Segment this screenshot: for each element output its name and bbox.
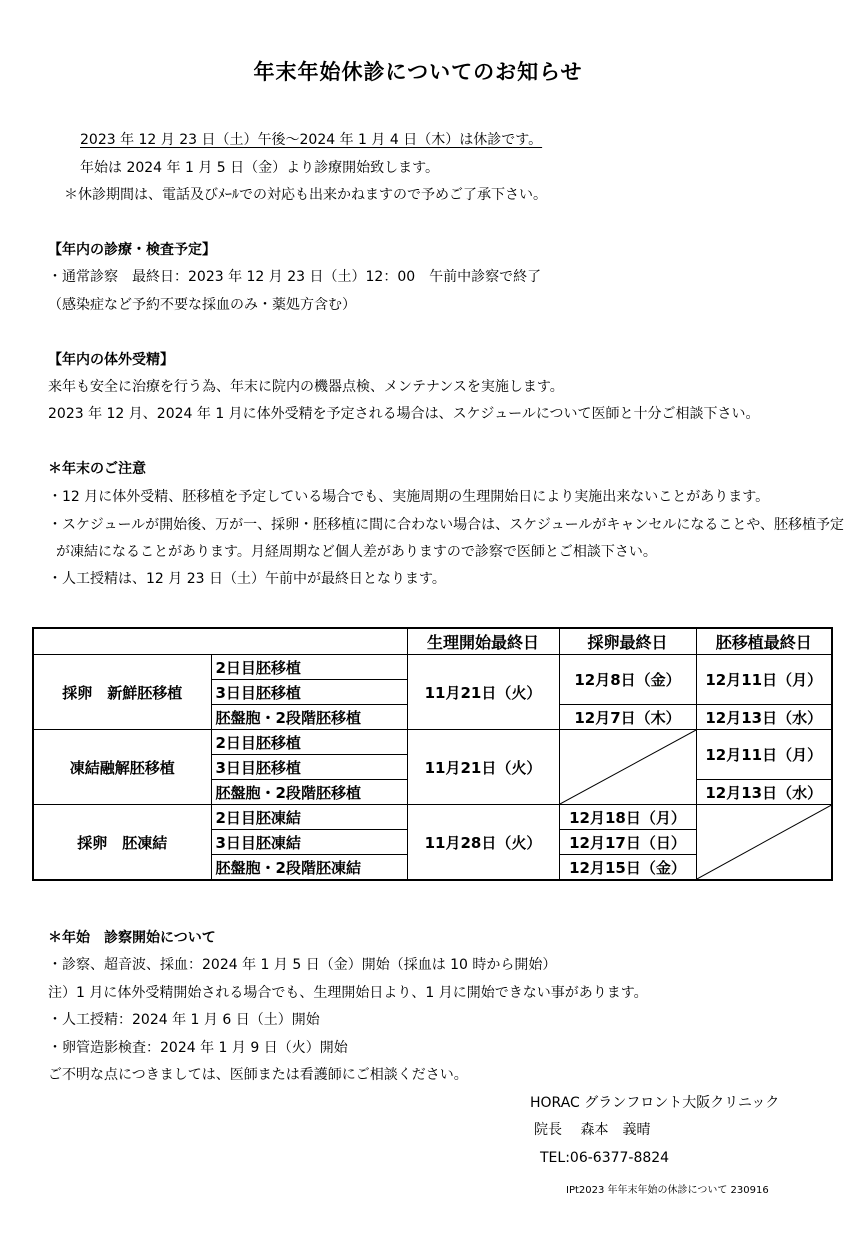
- period-start-value: 11月21日（火）: [407, 655, 559, 730]
- retrieval-value: 12月18日（月）: [559, 805, 696, 830]
- last-consultation-line: ・通常診察 最終日：2023 年 12 月 23 日（土）12：00 午前中診察で終了: [48, 269, 542, 285]
- transfer-value: 12月13日（水）: [696, 705, 832, 730]
- table-row: [33, 805, 832, 830]
- group-label-fresh: 採卵 新鮮胚移植: [33, 655, 211, 730]
- maintenance-line: 来年も安全に治療を行う為、年末に院内の機器点検、メンテナンスを実施します。: [48, 379, 564, 395]
- page-title: 年末年始休診についてのお知らせ: [253, 60, 583, 84]
- reopen-notice: 年始は 2024 年 1 月 5 日（金）より診療開始致します。: [80, 160, 440, 176]
- caution-line-4: ・人工授精は、12 月 23 日（土）午前中が最終日となります。: [48, 571, 446, 587]
- caution-line-3: が凍結になることがあります。月経周期など個人差がありますので診察で医師とご相談下さい。: [56, 544, 657, 560]
- transfer-value: 12月11日（月）: [696, 655, 832, 705]
- transfer-value: 12月13日（水）: [696, 780, 832, 805]
- header-transfer: 胚移植最終日: [696, 628, 832, 655]
- retrieval-value: 12月15日（金）: [559, 855, 696, 881]
- row-label: 2日目胚移植: [211, 655, 407, 680]
- row-label: 3日目胚移植: [211, 680, 407, 705]
- group-label-frozen-thawed: 凍結融解胚移植: [33, 730, 211, 805]
- row-label: 3日目胚凍結: [211, 830, 407, 855]
- not-applicable-cell: [559, 730, 696, 805]
- retrieval-value: 12月8日（金）: [559, 655, 696, 705]
- retrieval-value: 12月17日（日）: [559, 830, 696, 855]
- inquiry-line: ご不明な点につきましては、医師または看護師にご相談ください。: [48, 1067, 468, 1083]
- row-label: 2日目胚移植: [211, 730, 407, 755]
- header-period-start: 生理開始最終日: [407, 628, 559, 655]
- new-year-line-2: 注）1 月に体外受精開始される場合でも、生理開始日より、1 月に開始できない事があります。: [48, 985, 648, 1001]
- row-label: 胚盤胞・2段階胚移植: [211, 780, 407, 805]
- period-start-value: 11月28日（火）: [407, 805, 559, 881]
- not-applicable-cell: [696, 805, 832, 881]
- schedule-table: [32, 627, 833, 881]
- row-label: 胚盤胞・2段階胚凍結: [211, 855, 407, 881]
- new-year-line-3: ・人工授精：2024 年 1 月 6 日（土）開始: [48, 1012, 320, 1028]
- row-label: 2日目胚凍結: [211, 805, 407, 830]
- transfer-value: 12月11日（月）: [696, 730, 832, 780]
- row-label: 3日目胚移植: [211, 755, 407, 780]
- section-heading-cautions: ＊年末のご注意: [48, 461, 146, 477]
- table-row: [33, 730, 832, 755]
- caution-line-2: ・スケジュールが開始後、万が一、採卵・胚移植に間に合わない場合は、スケジュールがキャンセルになることや、胚移植予定: [48, 517, 845, 533]
- consultation-note: （感染症など予約不要な採血のみ・薬処方含む）: [48, 297, 356, 313]
- table-header-blank: [33, 628, 407, 655]
- closure-notice: 2023 年 12 月 23 日（土）午後～2024 年 1 月 4 日（木）は休診です。: [80, 132, 543, 148]
- caution-line-1: ・12 月に体外受精、胚移植を予定している場合でも、実施周期の生理開始日により実施出来ないことがあります。: [48, 489, 770, 505]
- retrieval-value: 12月7日（木）: [559, 705, 696, 730]
- group-label-freeze: 採卵 胚凍結: [33, 805, 211, 881]
- new-year-line-1: ・診察、超音波、採血：2024 年 1 月 5 日（金）開始（採血は 10 時から開始）: [48, 957, 557, 973]
- section-heading-year-end-clinic: 【年内の診療・検査予定】: [48, 242, 216, 258]
- ivf-consult-line: 2023 年 12 月、2024 年 1 月に体外受精を予定される場合は、スケジュールについて医師と十分ご相談下さい。: [48, 406, 760, 422]
- clinic-name: HORAC グランフロント大阪クリニック: [530, 1095, 780, 1111]
- row-label: 胚盤胞・2段階胚移植: [211, 705, 407, 730]
- contact-note: ＊休診期間は、電話及びﾒｰﾙでの対応も出来かねますので予めご了承下さい。: [64, 187, 547, 203]
- header-retrieval: 採卵最終日: [559, 628, 696, 655]
- diagonal-line: [560, 730, 696, 804]
- new-year-line-4: ・卵管造影検査：2024 年 1 月 9 日（火）開始: [48, 1040, 348, 1056]
- diagonal-line: [697, 805, 832, 879]
- director-name: 院長 森本 義晴: [534, 1122, 651, 1138]
- clinic-phone: TEL:06-6377-8824: [540, 1150, 670, 1166]
- table-header-row: [33, 628, 832, 655]
- section-heading-new-year: ＊年始 診察開始について: [48, 930, 216, 946]
- period-start-value: 11月21日（火）: [407, 730, 559, 805]
- table-row: [33, 655, 832, 680]
- document-id: IPt2023 年年末年始の休診について 230916: [566, 1185, 769, 1196]
- section-heading-ivf: 【年内の体外受精】: [48, 352, 174, 368]
